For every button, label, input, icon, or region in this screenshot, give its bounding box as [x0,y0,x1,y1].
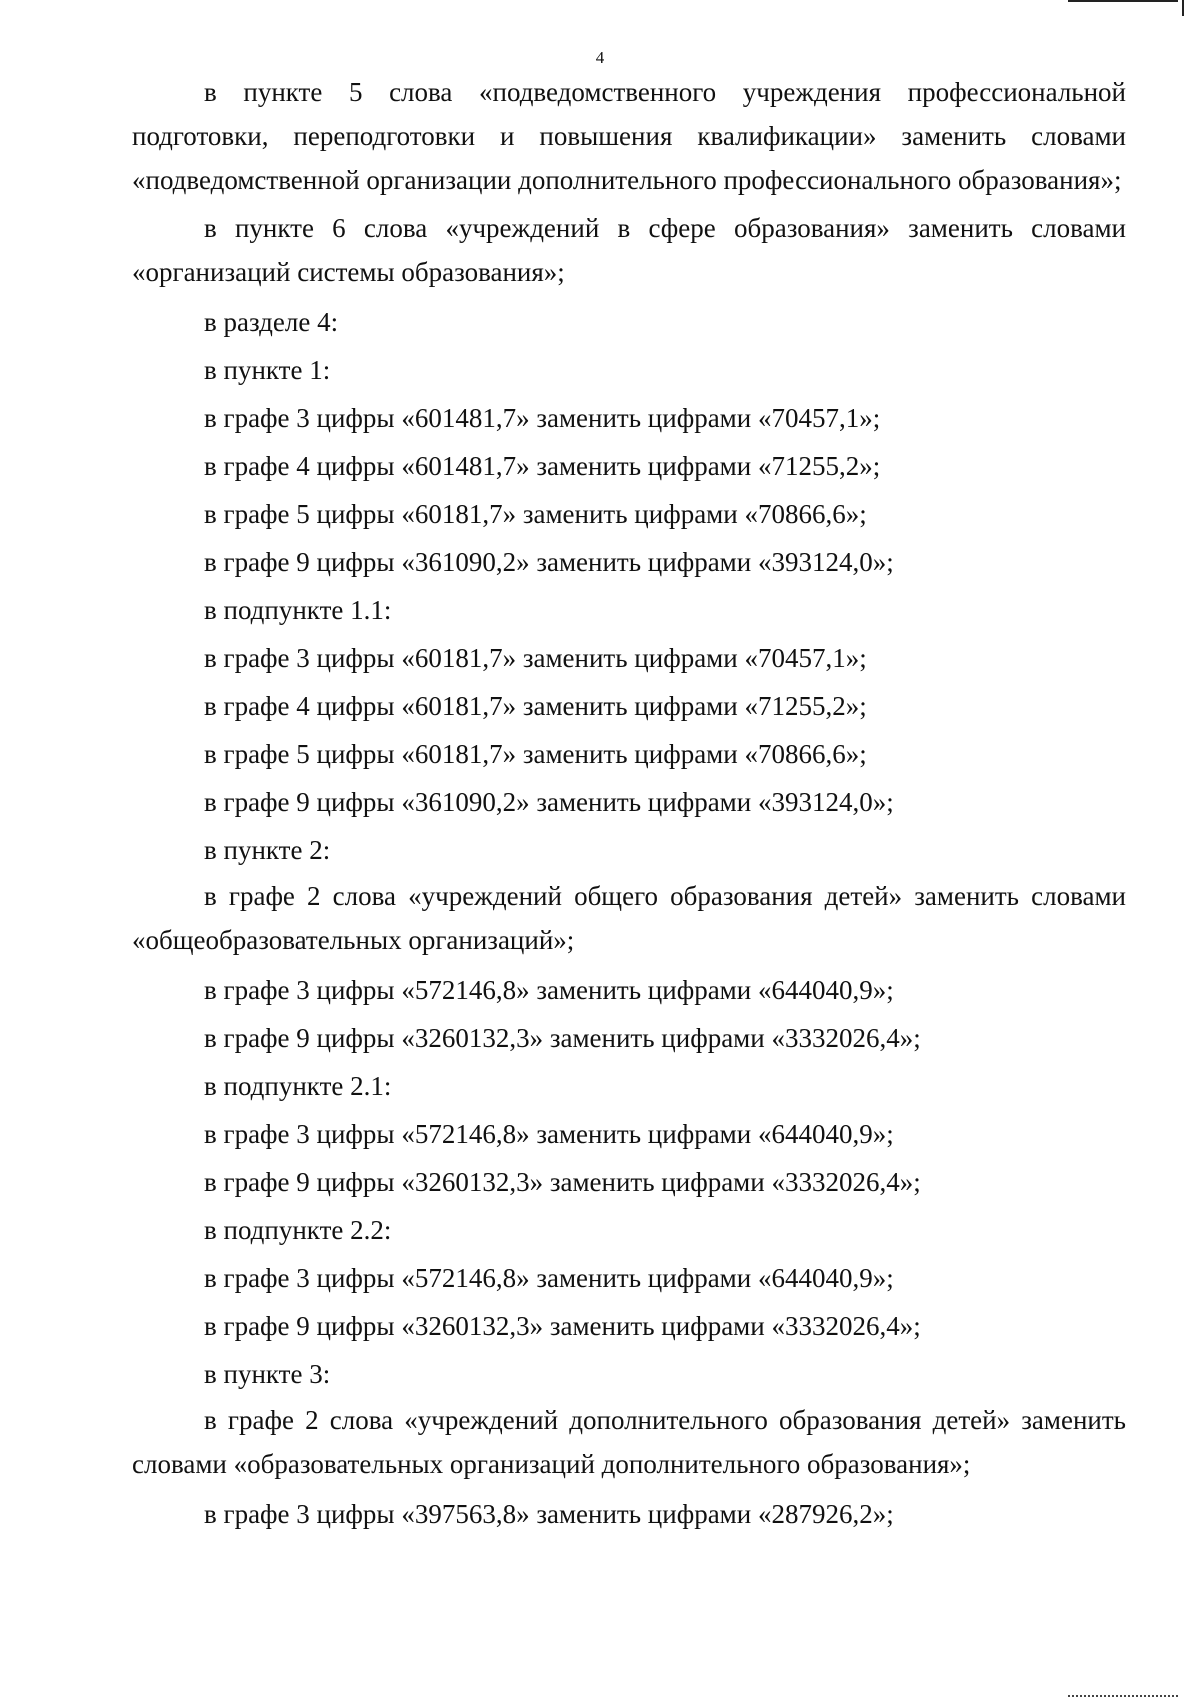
paragraph-punkt-1: в пункте 1: [204,355,331,385]
paragraph-punkt-2: в пункте 2: [204,835,331,865]
paragraph-punkt-3: в пункте 3: [204,1359,331,1389]
paragraph-grafa-line: в графе 3 цифры «60181,7» заменить цифрами «70457,1»; [204,643,867,673]
paragraph-grafa-line: в графе 9 цифры «3260132,3» заменить цифрами «3332026,4»; [204,1167,921,1197]
paragraph-podpunkt-1-1: в подпункте 1.1: [204,595,392,625]
paragraph-grafa-2-punkt-2: в графе 2 слова «учреждений общего образования детей» заменить словами «общеобразовательных организаций»; [132,881,1126,955]
scan-edge-mark-top [1068,0,1178,6]
paragraph-grafa-line: в графе 5 цифры «60181,7» заменить цифрами «70866,6»; [204,499,867,529]
paragraph-punkt-6: в пункте 6 слова «учреждений в сфере образования» заменить словами «организаций системы образования»; [132,213,1126,287]
paragraph-grafa-line: в графе 9 цифры «361090,2» заменить цифрами «393124,0»; [204,547,894,577]
paragraph-grafa-line: в графе 3 цифры «397563,8» заменить цифрами «287926,2»; [204,1499,894,1529]
paragraph-grafa-line: в графе 3 цифры «572146,8» заменить цифрами «644040,9»; [204,975,894,1005]
paragraph-grafa-line: в графе 3 цифры «572146,8» заменить цифрами «644040,9»; [204,1263,894,1293]
paragraph-podpunkt-2-1: в подпункте 2.1: [204,1071,392,1101]
paragraph-grafa-line: в графе 4 цифры «60181,7» заменить цифрами «71255,2»; [204,691,867,721]
page-number: 4 [595,48,605,67]
paragraph-grafa-line: в графе 9 цифры «361090,2» заменить цифрами «393124,0»; [204,787,894,817]
paragraph-grafa-2-punkt-3: в графе 2 слова «учреждений дополнительного образования детей» заменить словами «образовательных организаций дополнительного образования»; [132,1405,1126,1479]
document-body [132,70,1126,1538]
paragraph-punkt-5: в пункте 5 слова «подведомственного учреждения профессиональной подготовки, переподготовки и повышения квалификации» заменить словами «подведомственной организации дополнительного профессионального образования»; [132,77,1126,195]
paragraph-razdel-4: в разделе 4: [204,307,339,337]
paragraph-grafa-line: в графе 9 цифры «3260132,3» заменить цифрами «3332026,4»; [204,1023,921,1053]
paragraph-grafa-line: в графе 9 цифры «3260132,3» заменить цифрами «3332026,4»; [204,1311,921,1341]
paragraph-grafa-line: в графе 3 цифры «601481,7» заменить цифрами «70457,1»; [204,403,881,433]
paragraph-grafa-line: в графе 5 цифры «60181,7» заменить цифрами «70866,6»; [204,739,867,769]
paragraph-grafa-line: в графе 3 цифры «572146,8» заменить цифрами «644040,9»; [204,1119,894,1149]
paragraph-podpunkt-2-2: в подпункте 2.2: [204,1215,392,1245]
scan-edge-mark-bottom [1068,1691,1178,1697]
paragraph-grafa-line: в графе 4 цифры «601481,7» заменить цифрами «71255,2»; [204,451,881,481]
